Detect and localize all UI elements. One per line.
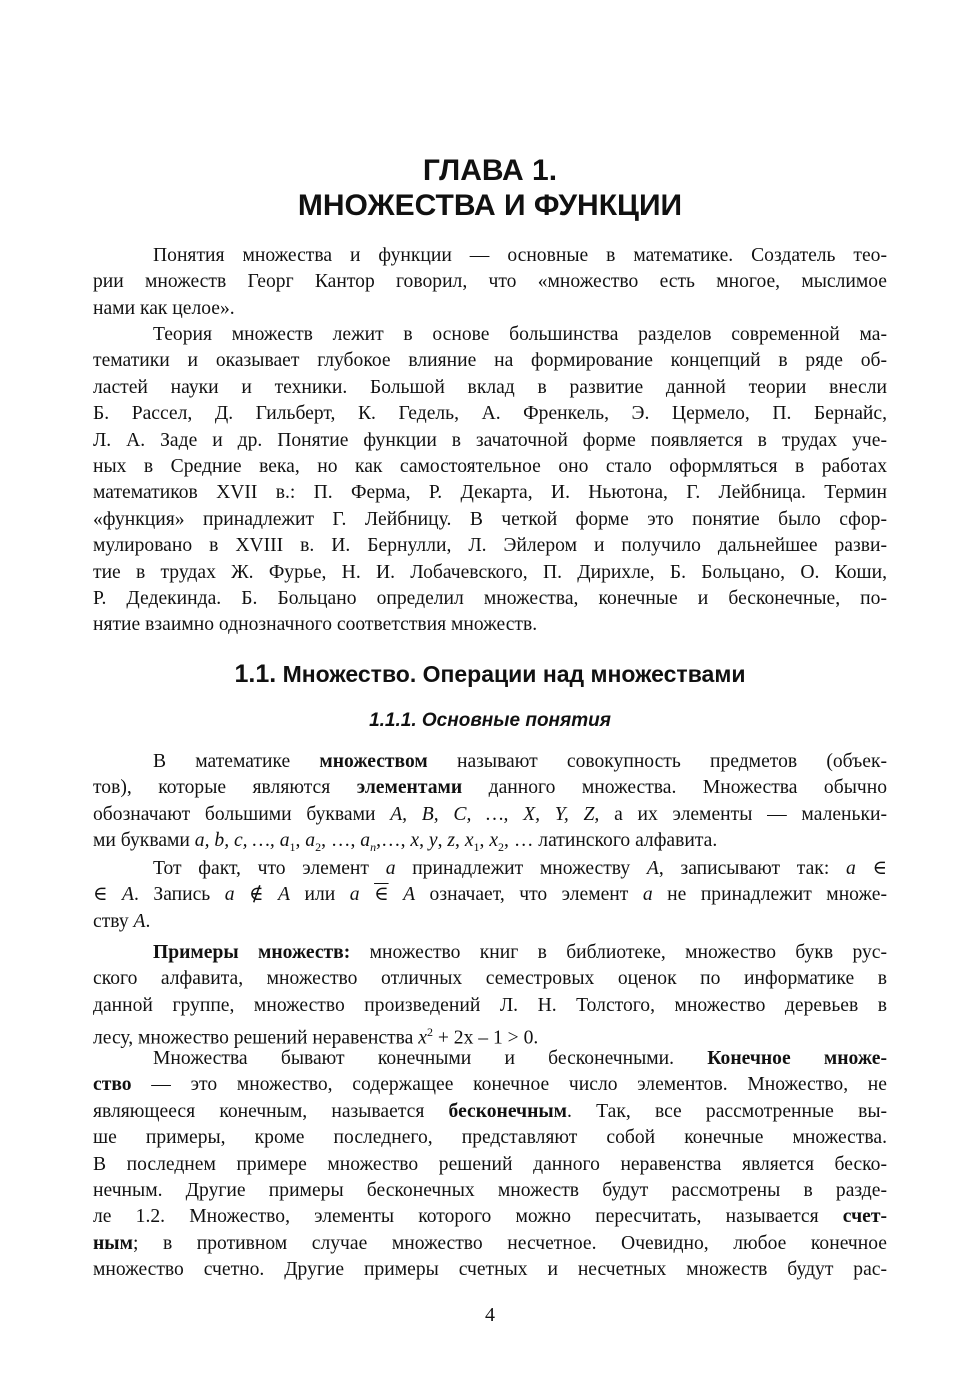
text-line: ластей науки и техники. Большой вклад в развитие данной теории внесли (93, 376, 887, 398)
text-line: ∈ A. Запись a ∉ A или a ∈ A означает, что элемент a не принадлежит множе- (93, 884, 887, 906)
text-line: рии множеств Георг Кантор говорил, что «множество есть многое, мыслимое (93, 271, 887, 293)
text-line: В математике множеством называют совокупность предметов (объек- (153, 751, 887, 772)
text-line: Б. Рассел, Д. Гильберт, К. Гедель, А. Френкель, Э. Цермело, П. Бернайс, (93, 403, 887, 425)
text-line: «функция» принадлежит Г. Лейбницу. В четкой форме это понятие было сфор- (93, 508, 887, 530)
term-elements: элементами (356, 777, 463, 799)
text-line: Л. А. Заде и др. Понятие функции в зачаточной форме появляется в трудах уче- (93, 429, 887, 451)
text-line: ству A. (93, 910, 151, 932)
text-line: Примеры множеств: множество книг в библиотеке, множество букв рус- (153, 942, 888, 963)
term-set: множеством (319, 751, 428, 772)
text-line: ных в Средние века, но как самостоятельное оно стало оформляться в работах (93, 455, 887, 477)
text-line: ле 1.2. Множество, элементы которого можно пересчитать, называется счет- (93, 1206, 887, 1228)
text-line: Тот факт, что элемент a принадлежит множеству A, записывают так: a ∈ (153, 858, 887, 879)
section-heading (0, 660, 980, 688)
intro-paragraph-2 (93, 322, 887, 639)
text-line: тематики и оказывает глубокое влияние на формирование концепций в ряде об- (93, 350, 887, 372)
text-line: тие в трудах Ж. Фурье, Н. И. Лобачевского, П. Дирихле, Б. Больцано, О. Коши, (93, 561, 887, 583)
text-line: ского алфавита, множество отличных семестровых оценок по информатике в (93, 968, 887, 990)
section-number: 1.1. (234, 660, 277, 688)
examples-paragraph (93, 940, 888, 1049)
examples-heading: Примеры множеств: (153, 942, 351, 963)
page-number: 4 (485, 1304, 495, 1326)
section-title: Множество. Операции над множествами (282, 661, 746, 687)
text-line: лесу, множество решений неравенства $x^2 + 2x - 1 > 0$. (93, 1025, 539, 1049)
text-line: тов), которые являются элементами данного множества. Множества обычно (93, 777, 888, 799)
text-line: обозначают большими буквами A, B, C, …, X, Y, Z, а их элементы — маленьки- (93, 803, 887, 825)
text-line: мулировано в XVIII в. И. Бернулли, Л. Эйлером и получило дальнейшее разви- (93, 535, 887, 557)
intro-paragraph-1 (93, 243, 887, 322)
text-line: математиков XVII в.: П. Ферма, Р. Декарта, И. Ньютона, Г. Лейбница. Термин (93, 482, 887, 504)
text-line: Теория множеств лежит в основе большинства разделов современной ма- (153, 324, 887, 345)
text-line: множество счетно. Другие примеры счетных и несчетных множеств будут рас- (93, 1259, 887, 1281)
text-line: ми буквами a, b, c, …, $a_1$, $a_2$, …, $a_n,\dots$, x, y, z, $x_1$, $x_2$, … латинского алфавита. (93, 830, 718, 855)
text-line: Множества бывают конечными и бесконечными. Конечное множе- (153, 1048, 887, 1069)
text-line: В последнем примере множество решений данного неравенства является беско- (93, 1153, 887, 1175)
text-line: данной группе, множество произведений Л. Н. Толстого, множество деревьев в (93, 994, 887, 1016)
subsection-heading: 1.1.1. Основные понятия (369, 710, 611, 731)
membership-paragraph (93, 856, 887, 935)
text-line: ным; в противном случае множество несчетное. Очевидно, любое конечное (93, 1232, 887, 1254)
text-line: ство — это множество, содержащее конечное число элементов. Множество, не (93, 1074, 887, 1096)
text-line: нятие взаимно однозначного соответствия множеств. (93, 614, 538, 636)
chapter-label: ГЛАВА 1. (422, 154, 558, 187)
text-line: ше примеры, кроме последнего, представляют собой конечные множества. (93, 1127, 887, 1149)
text-line: нечным. Другие примеры бесконечных множеств будут рассмотрены в разде- (93, 1179, 887, 1201)
text-line: являющееся конечным, называется бесконечным. Так, все рассмотренные вы- (93, 1100, 888, 1122)
text-line: Понятия множества и функции — основные в математике. Создатель тео- (153, 245, 887, 266)
finite-infinite-paragraph (93, 1046, 887, 1284)
text-line: Р. Дедекинда. Б. Больцано определил множества, конечные и бесконечные, по- (93, 587, 887, 609)
chapter-title: МНОЖЕСТВА И ФУНКЦИИ (297, 189, 683, 222)
text-line: нами как целое». (93, 297, 235, 319)
definition-paragraph (93, 749, 887, 855)
